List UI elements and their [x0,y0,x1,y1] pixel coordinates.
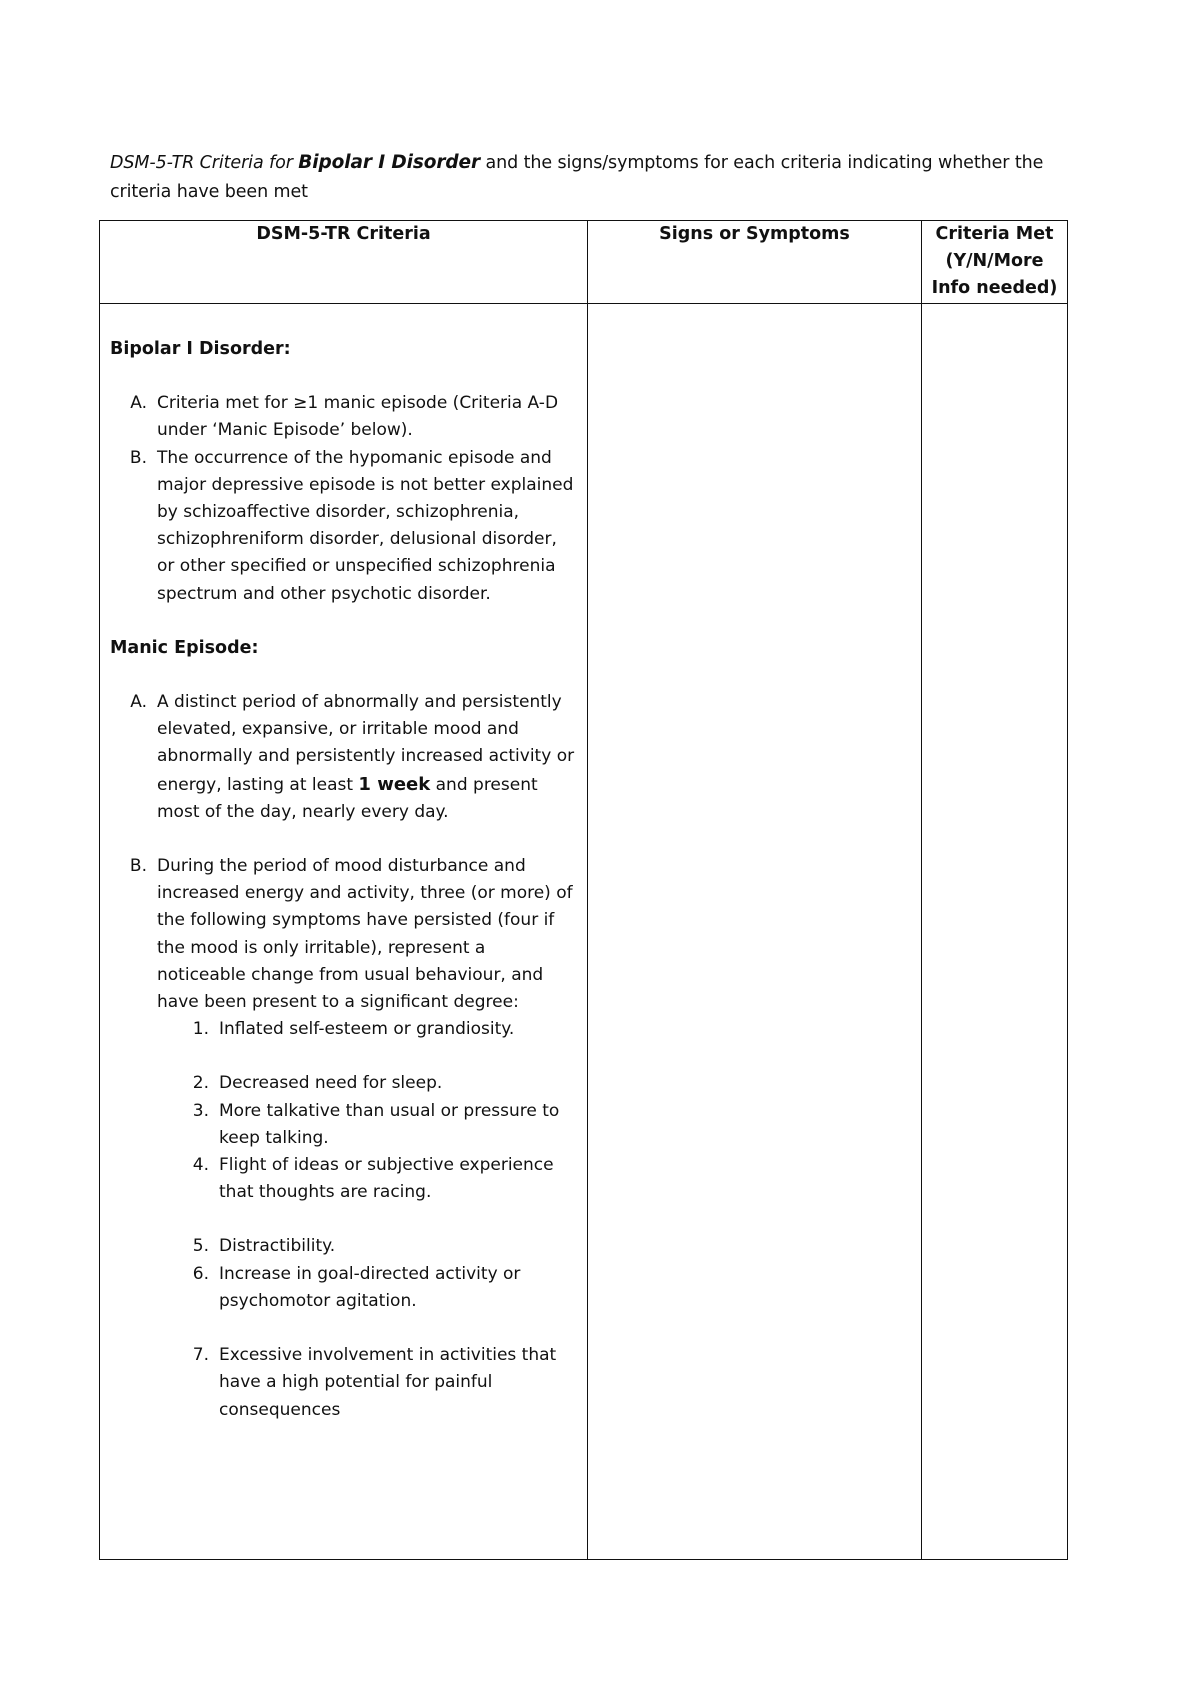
list-text: The occurrence of the hypomanic episode and major depressive episode is not better explained by schizoaffective disorder, schizophrenia, schizophreniform disorder, delusional disorder, or other specified or unspecified schizophrenia spectrum and other psychotic disorder. [157,447,574,604]
list-marker: A. [130,393,147,414]
header-signs: Signs or Symptoms [588,221,922,304]
list-item [110,390,575,444]
symptom-marker: 3. [192,1100,209,1121]
table-row [100,304,1068,1560]
symptom-item [110,1342,575,1424]
signs-cell[interactable] [588,304,922,1560]
header-criteria: DSM-5-TR Criteria [100,221,588,304]
intro-part2: and the signs/symptoms for each criteria indicating whether the criteria have been met [110,153,1044,202]
symptom-text: More talkative than usual or pressure to keep talking. [219,1100,560,1148]
symptom-item [110,1098,575,1152]
list-text [157,689,575,826]
symptom-text: Distractibility. [219,1236,336,1257]
symptom-marker: 6. [192,1263,209,1284]
symptom-item [110,1152,575,1206]
criteria-cell [100,304,588,1560]
symptom-marker: 5. [192,1236,209,1257]
manic-a-bold: 1 week [358,773,431,795]
list-marker: A. [130,692,147,713]
symptom-marker: 1. [192,1019,209,1040]
symptom-text: Excessive involvement in activities that have a high potential for painful consequences [219,1345,557,1420]
header-criteria-met [922,221,1068,304]
list-text: Criteria met for ≥1 manic episode (Criteria A-D under ‘Manic Episode’ below). [157,393,559,441]
manic-title: Manic Episode: [110,637,259,658]
header-met-line2: (Y/N/More [945,251,1044,271]
list-item [110,689,575,826]
list-item [110,445,575,608]
header-met-line1: Criteria Met [935,224,1054,244]
table-header-row [100,221,1068,304]
symptom-text: Decreased need for sleep. [219,1073,443,1094]
symptom-marker: 7. [192,1345,209,1366]
criteria-met-cell[interactable] [922,304,1068,1560]
list-item [110,853,575,1016]
symptom-text: Flight of ideas or subjective experience that thoughts are racing. [219,1155,554,1203]
list-marker: B. [129,447,147,468]
symptom-item [110,1070,575,1097]
criteria-table [99,220,1068,1560]
symptom-marker: 4. [192,1155,209,1176]
manic-a-pre: A distinct period of abnormally and persistently elevated, expansive, or irritable mood and abnormally and persistently increased activity or energy, lasting at least [157,692,575,795]
manic-a-post: and present most of the day, nearly every day. [157,774,538,822]
list-marker: B. [129,856,147,877]
intro-text [110,148,1070,207]
symptom-marker: 2. [192,1073,209,1094]
list-text: During the period of mood disturbance and increased energy and activity, three (or more) of the following symptoms have persisted (four if the mood is only irritable), represent a noticeable change from usual behaviour, and have been present to a significant degree: [157,856,573,1013]
intro-bold-disorder: Bipolar I Disorder [298,152,481,173]
symptom-item [110,1233,575,1260]
symptom-item [110,1261,575,1315]
header-met-line3: Info needed) [931,278,1058,298]
symptom-item [110,1016,575,1043]
symptom-text: Inflated self-esteem or grandiosity. [219,1019,515,1040]
intro-part1: DSM-5-TR Criteria for [110,153,299,173]
symptom-text: Increase in goal-directed activity or psychomotor agitation. [219,1263,521,1311]
bipolar-title: Bipolar I Disorder: [110,339,291,359]
